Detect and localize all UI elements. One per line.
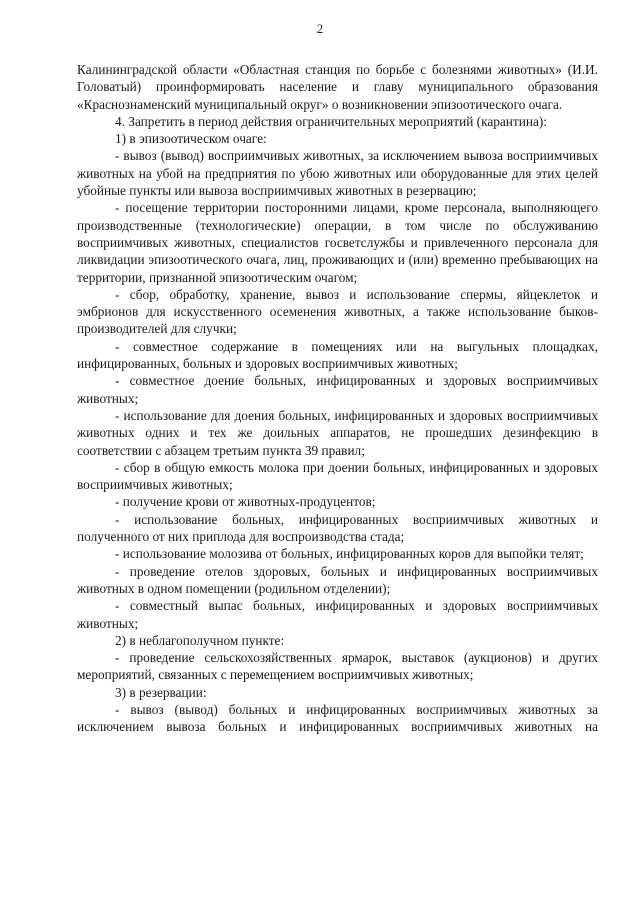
paragraph: - совместный выпас больных, инфицированных и здоровых восприимчивых животных; bbox=[77, 598, 598, 631]
paragraph: 3) в резервации: bbox=[115, 684, 207, 700]
paragraph: Калининградской области «Областная станция по борьбе с болезнями животных» (И.И. Головатый) проинформировать население и главу муниципального образования «Краснознаменский муниципальный округ» о возникновении эпизоотического очага. bbox=[77, 62, 598, 112]
paragraph: - совместное доение больных, инфицированных и здоровых восприимчивых животных; bbox=[77, 373, 598, 406]
paragraph: 1) в эпизоотическом очаге: bbox=[115, 131, 267, 147]
paragraph: - сбор, обработку, хранение, вывоз и использование спермы, яйцеклеток и эмбрионов для искусственного осеменения животных, а также использование быков-производителей для случки; bbox=[77, 286, 598, 337]
paragraph: - получение крови от животных-продуцентов; bbox=[115, 494, 376, 510]
paragraph: - использование больных, инфицированных восприимчивых животных и полученного от них приплода для воспроизводства стада; bbox=[77, 511, 598, 545]
paragraph: - сбор в общую емкость молока при доении больных, инфицированных и здоровых восприимчивых животных; bbox=[77, 459, 598, 493]
paragraph: 2) в неблагополучном пункте: bbox=[115, 632, 285, 648]
page-number: 2 bbox=[316, 21, 324, 36]
paragraph: - совместное содержание в помещениях или на выгульных площадках, инфицированных, больных и здоровых восприимчивых животных; bbox=[77, 338, 598, 372]
paragraph: - использование молозива от больных, инфицированных коров для выпойки телят; bbox=[115, 546, 584, 562]
paragraph: - проведение отелов здоровых, больных и инфицированных восприимчивых животных в одном помещении (родильном отделении); bbox=[77, 563, 598, 596]
paragraph: - использование для доения больных, инфицированных и здоровых восприимчивых животных одних и тех же доильных аппаратов, не прошедших дезинфекцию в соответствии с абзацем третьим пункта 39 правил; bbox=[77, 407, 598, 458]
paragraph: 4. Запретить в период действия ограничительных мероприятий (карантина): bbox=[115, 113, 547, 129]
paragraph: - посещение территории посторонними лицами, кроме персонала, выполняющего производственные (технологические) операции, в том числе по обслуживанию восприимчивых животных, специалистов госветслужбы и привлеченного персонала для ликвидации эпизоотического очага, лиц, проживающих и (или) временно пребывающих на территории, признанной эпизоотическим очагом; bbox=[77, 200, 598, 285]
paragraph: - вывоз (вывод) восприимчивых животных, за исключением вывоза восприимчивых животных на убой на предприятия по убою животных или оборудованные для этих целей убойные пункты или вывоза восприимчивых животных в резервацию; bbox=[77, 148, 598, 199]
paragraph: - проведение сельскохозяйственных ярмарок, выставок (аукционов) и других мероприятий, связанных с перемещением восприимчивых животных; bbox=[77, 650, 598, 683]
document-body bbox=[77, 61, 598, 736]
paragraph: - вывоз (вывод) больных и инфицированных восприимчивых животных за исключением вывоза больных и инфицированных восприимчивых животных на bbox=[77, 701, 598, 735]
